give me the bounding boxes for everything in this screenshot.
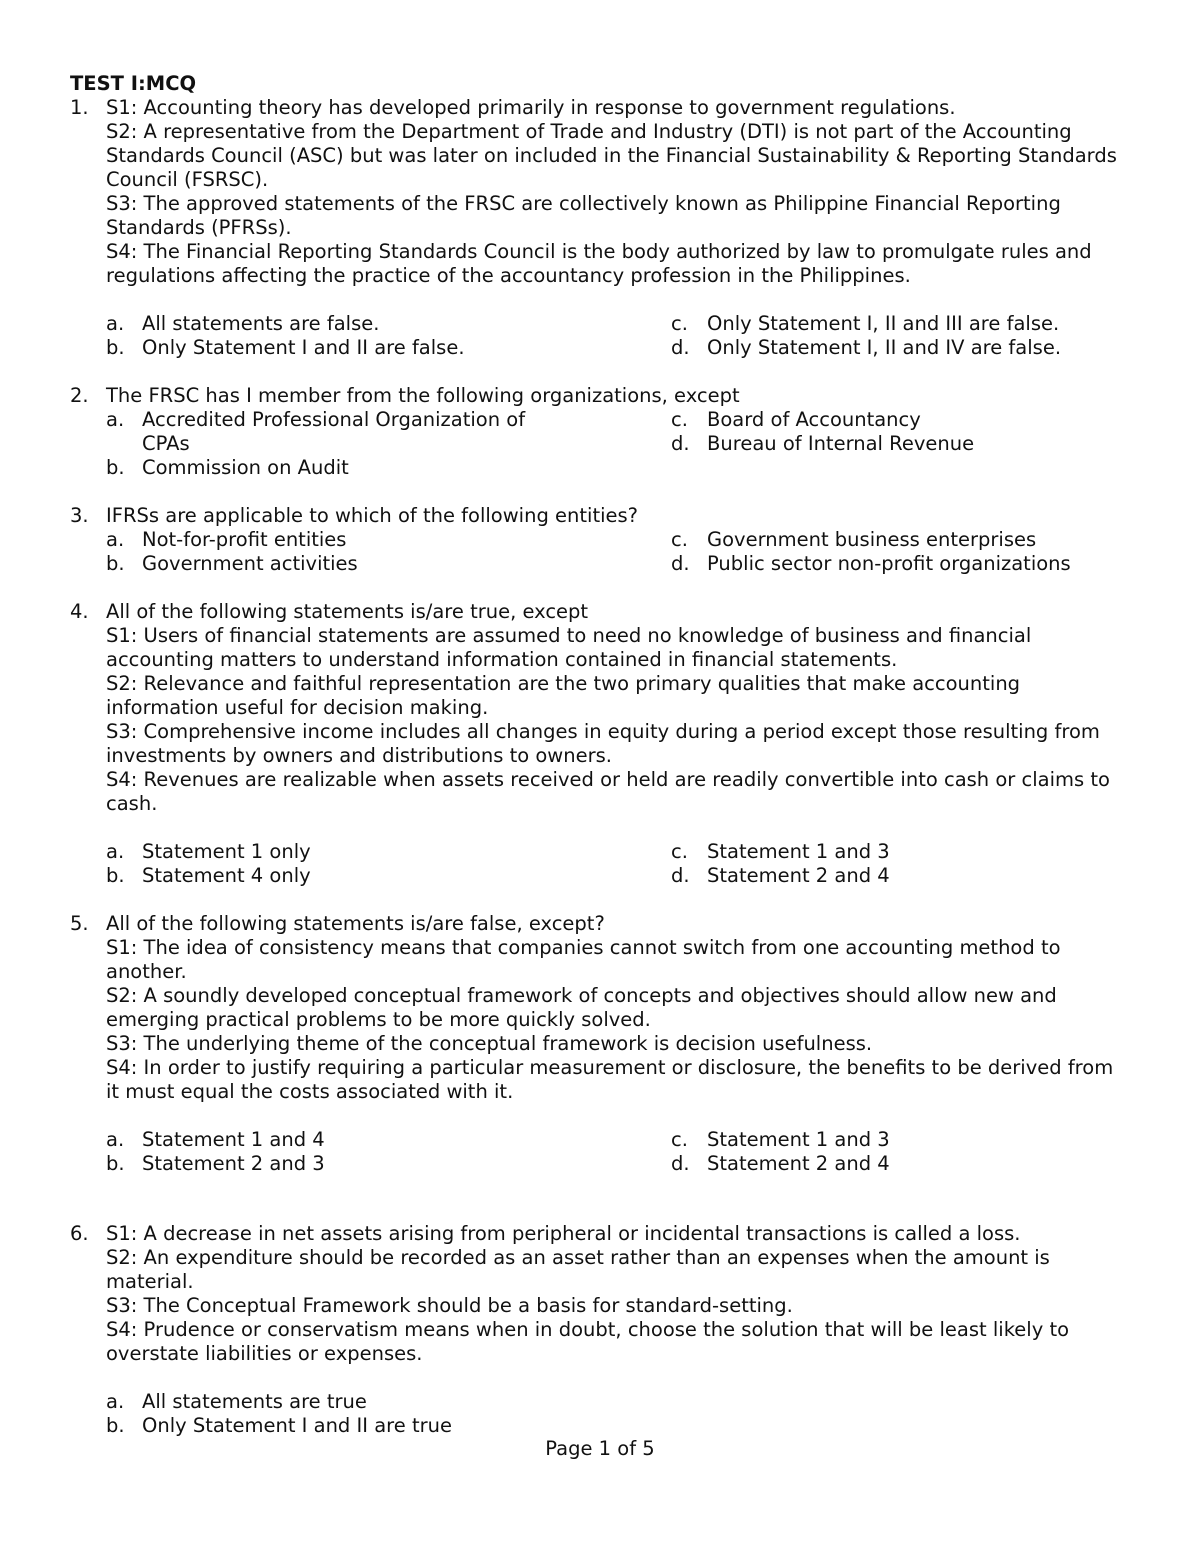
option-a: a. All statements are true bbox=[106, 1390, 367, 1413]
statement: S2: A soundly developed conceptual framework of concepts and objectives should allow new and emerging practical problems to be more quickly solved. bbox=[106, 984, 1057, 1031]
statement: S4: In order to justify requiring a particular measurement or disclosure, the benefits to be derived from it must equal the costs associated with it. bbox=[106, 1056, 1114, 1103]
option-c: c. Board of Accountancy bbox=[671, 408, 921, 431]
statement: S1: Accounting theory has developed primarily in response to government regulations. bbox=[106, 96, 956, 119]
options bbox=[106, 408, 1130, 480]
test-title: TEST I:MCQ bbox=[70, 72, 197, 95]
option-b: b. Statement 4 only bbox=[106, 864, 311, 887]
option-b: b. Government activities bbox=[106, 552, 358, 575]
statement: S3: The Conceptual Framework should be a basis for standard-setting. bbox=[106, 1294, 793, 1317]
option-c: c. Government business enterprises bbox=[671, 528, 1037, 551]
options bbox=[106, 840, 1130, 888]
question-number: 6. bbox=[70, 1222, 89, 1245]
question-6 bbox=[70, 1222, 1130, 1438]
option-c: c. Statement 1 and 3 bbox=[671, 1128, 890, 1151]
options bbox=[106, 1390, 1130, 1438]
option-b: b. Commission on Audit bbox=[106, 456, 349, 479]
document-page bbox=[70, 72, 1130, 1438]
question-number: 2. bbox=[70, 384, 89, 407]
question-number: 3. bbox=[70, 504, 89, 527]
statement: S4: Revenues are realizable when assets received or held are readily convertible into cash or claims to cash. bbox=[106, 768, 1110, 815]
statement: S1: A decrease in net assets arising from peripheral or incidental transactions is called a loss. bbox=[106, 1222, 1021, 1245]
option-a: a. Statement 1 and 4 bbox=[106, 1128, 325, 1151]
statement: S2: A representative from the Department of Trade and Industry (DTI) is not part of the Accounting Standards Council (ASC) but was later on included in the Financial Sustainability & Reporting Standards Council (FSRSC). bbox=[106, 120, 1117, 191]
options bbox=[106, 312, 1130, 360]
question-2 bbox=[70, 384, 1130, 480]
question-5 bbox=[70, 912, 1130, 1176]
question-3 bbox=[70, 504, 1130, 576]
question-stem: The FRSC has I member from the following organizations, except bbox=[106, 384, 740, 407]
question-number: 1. bbox=[70, 96, 89, 119]
options bbox=[106, 528, 1130, 576]
page-number: Page 1 of 5 bbox=[545, 1437, 655, 1460]
question-stem: All of the following statements is/are true, except bbox=[106, 600, 589, 623]
question-4 bbox=[70, 600, 1130, 888]
option-a: a. Statement 1 only bbox=[106, 840, 311, 863]
option-d: d. Public sector non-profit organizations bbox=[671, 552, 1071, 575]
option-b: b. Statement 2 and 3 bbox=[106, 1152, 325, 1175]
question-1 bbox=[70, 96, 1130, 360]
option-b: b. Only Statement I and II are false. bbox=[106, 336, 465, 359]
statement: S1: Users of financial statements are assumed to need no knowledge of business and financial accounting matters to understand information contained in financial statements. bbox=[106, 624, 1032, 671]
option-b: b. Only Statement I and II are true bbox=[106, 1414, 452, 1437]
statement: S3: Comprehensive income includes all changes in equity during a period except those resulting from investments by owners and distributions to owners. bbox=[106, 720, 1100, 767]
question-stem: All of the following statements is/are false, except? bbox=[106, 912, 605, 935]
option-c: c. Only Statement I, II and III are false. bbox=[671, 312, 1060, 335]
option-a: a. Accredited Professional Organization of CPAs bbox=[106, 408, 526, 455]
statement: S2: An expenditure should be recorded as an asset rather than an expenses when the amount is material. bbox=[106, 1246, 1050, 1293]
statement: S3: The underlying theme of the conceptual framework is decision usefulness. bbox=[106, 1032, 873, 1055]
option-d: d. Bureau of Internal Revenue bbox=[671, 432, 975, 455]
question-number: 5. bbox=[70, 912, 89, 935]
option-a: a. All statements are false. bbox=[106, 312, 380, 335]
option-c: c. Statement 1 and 3 bbox=[671, 840, 890, 863]
question-stem: IFRSs are applicable to which of the following entities? bbox=[106, 504, 639, 527]
option-d: d. Only Statement I, II and IV are false. bbox=[671, 336, 1062, 359]
option-d: d. Statement 2 and 4 bbox=[671, 1152, 890, 1175]
statement: S3: The approved statements of the FRSC are collectively known as Philippine Financial Reporting Standards (PFRSs). bbox=[106, 192, 1061, 239]
statement: S4: Prudence or conservatism means when in doubt, choose the solution that will be least likely to overstate liabilities or expenses. bbox=[106, 1318, 1070, 1365]
option-a: a. Not-for-profit entities bbox=[106, 528, 347, 551]
option-d: d. Statement 2 and 4 bbox=[671, 864, 890, 887]
question-number: 4. bbox=[70, 600, 89, 623]
statement: S2: Relevance and faithful representation are the two primary qualities that make accounting information useful for decision making. bbox=[106, 672, 1021, 719]
options bbox=[106, 1128, 1130, 1176]
statement: S1: The idea of consistency means that companies cannot switch from one accounting method to another. bbox=[106, 936, 1061, 983]
statement: S4: The Financial Reporting Standards Council is the body authorized by law to promulgate rules and regulations affecting the practice of the accountancy profession in the Philippines. bbox=[106, 240, 1092, 287]
